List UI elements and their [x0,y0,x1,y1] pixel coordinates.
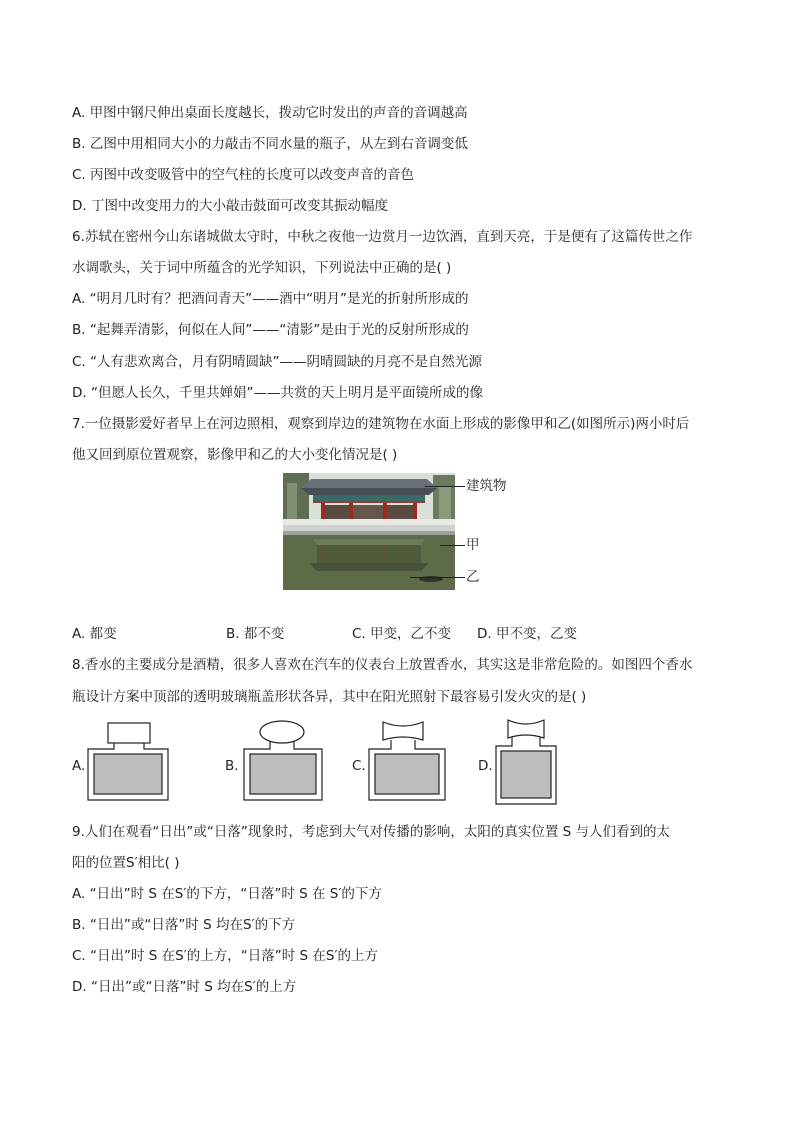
q6-option-c: C. “人有悲欢离合，月有阴晴圆缺”——阴晴圆缺的月亮不是自然光源 [72,354,482,370]
bottle-d-letter: D. [478,758,493,774]
q7-stem-line1: 7.一位摄影爱好者早上在河边照相，观察到岸边的建筑物在水面上形成的影像甲和乙(如图所示)两小时后 [72,416,690,432]
jia-leader-line [440,545,465,546]
q7-option-b: B. 都不变 [226,626,285,642]
q9-option-b: B. “日出”或“日落”时 S 均在S′的下方 [72,917,296,933]
q9-option-c: C. “日出”时 S 在S′的上方，“日落”时 S 在S′的上方 [72,948,379,964]
bottle-a-letter: A. [72,758,86,774]
q5-option-d: D. 丁图中改变用力的大小敲击鼓面可改变其振动幅度 [72,198,388,214]
q7-option-c: C. 甲变，乙不变 [352,626,452,642]
q9-stem-line1: 9.人们在观看“日出”或“日落”现象时，考虑到大气对传播的影响，太阳的真实位置 S 与人们看到的太 [72,824,671,840]
q9-option-d: D. “日出”或“日落”时 S 均在S′的上方 [72,979,297,995]
bottle-c-letter: C. [352,758,366,774]
q7-option-a: A. 都变 [72,626,117,642]
q5-option-a: A. 甲图中钢尺伸出桌面长度越长，拨动它时发出的声音的音调越高 [72,105,468,121]
bottle-c-figure [367,720,447,802]
building-leader-line [425,486,465,487]
q7-option-d: D. 甲不变，乙变 [477,626,577,642]
bottle-b-figure [240,720,324,802]
q8-stem-line2: 瓶设计方案中顶部的透明玻璃瓶盖形状各异，其中在阳光照射下最容易引发火灾的是( ) [72,689,587,705]
bottle-d-figure [494,718,558,806]
pavilion-reflection-photo [283,473,455,590]
bottle-b-letter: B. [225,758,239,774]
q6-option-d: D. “但愿人长久，千里共婵娟”——共赏的天上明月是平面镜所成的像 [72,385,483,401]
q6-option-b: B. “起舞弄清影，何似在人间”——“清影”是由于光的反射所形成的 [72,322,469,338]
q8-stem-line1: 8.香水的主要成分是酒精，很多人喜欢在汽车的仪表台上放置香水，其实这是非常危险的。如图四个香水 [72,657,693,673]
bottle-a-figure [86,722,170,802]
label-yi: 乙 [466,569,480,585]
q7-stem-line2: 他又回到原位置观察，影像甲和乙的大小变化情况是( ) [72,447,398,463]
label-building: 建筑物 [466,478,507,494]
q9-option-a: A. “日出”时 S 在S′的下方，“日落”时 S 在 S′的下方 [72,886,382,902]
q6-stem-line1: 6.苏轼在密州今山东诸城做太守时，中秋之夜他一边赏月一边饮酒，直到天亮，于是便有了这篇传世之作 [72,229,693,245]
q5-option-c: C. 丙图中改变吸管中的空气柱的长度可以改变声音的音色 [72,167,415,183]
yi-leader-line [410,577,465,578]
q6-option-a: A. “明月几时有？把酒问青天”——酒中“明月”是光的折射所形成的 [72,291,469,307]
q5-option-b: B. 乙图中用相同大小的力敲击不同水量的瓶子，从左到右音调变低 [72,136,468,152]
q9-stem-line2: 阳的位置S′相比( ) [72,855,180,871]
q6-stem-line2: 水调歌头，关于词中所蕴含的光学知识，下列说法中正确的是( ) [72,260,452,276]
label-jia: 甲 [466,537,480,553]
